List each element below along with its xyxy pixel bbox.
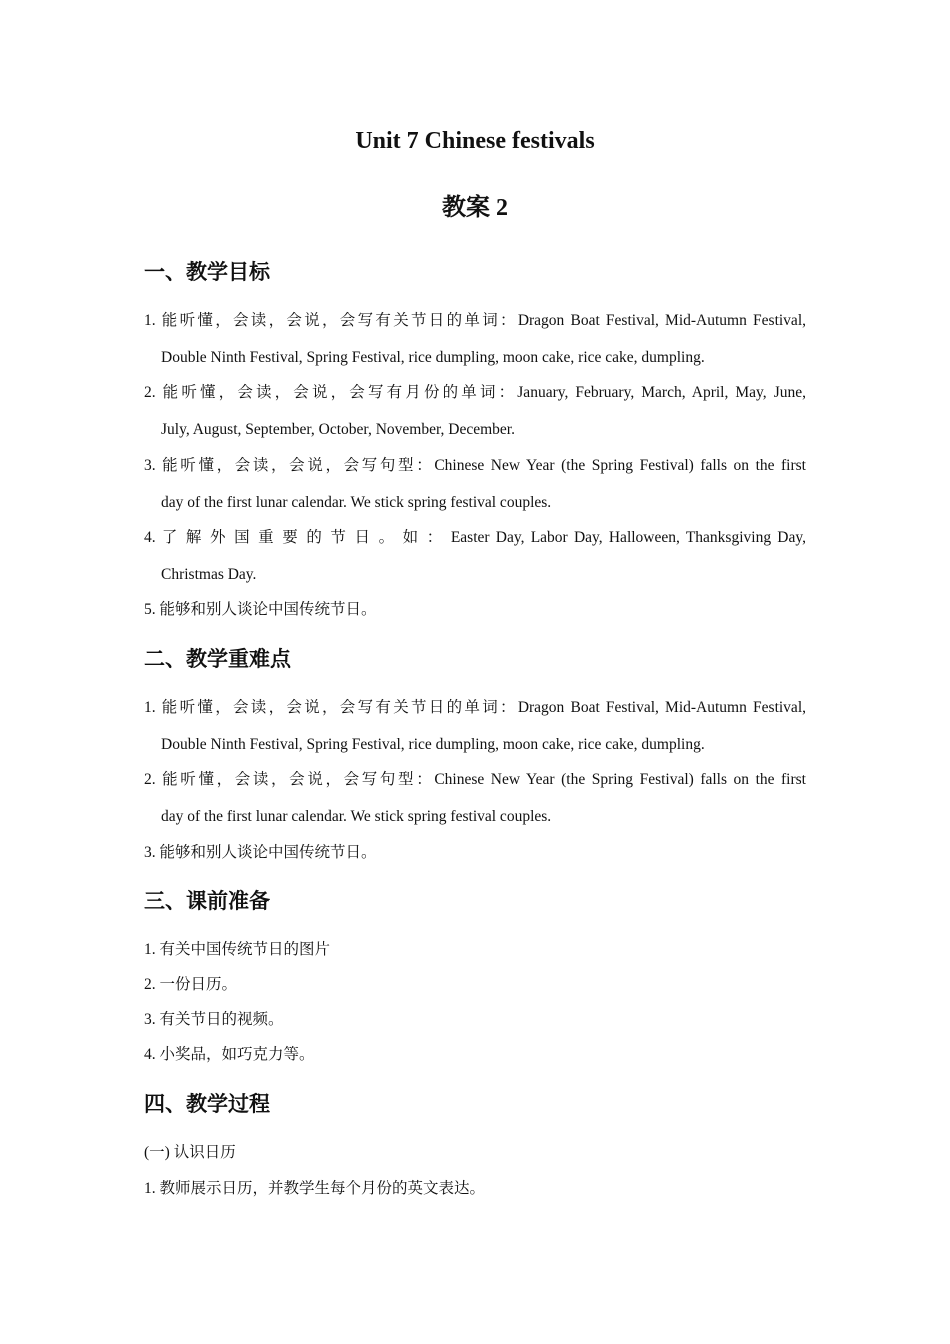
section-heading-process: 四、教学过程 xyxy=(144,1092,270,1116)
list-item-continuation: Double Ninth Festival, Spring Festival, rice dumpling, moon cake, rice cake, dumpling. xyxy=(161,349,705,366)
list-item-continuation: day of the first lunar calendar. We stick spring festival couples. xyxy=(161,494,552,511)
list-item: 3. 能够和别人谈论中国传统节日。 xyxy=(144,844,377,861)
list-item: 1. 教师展示日历，并教学生每个月份的英文表达。 xyxy=(144,1180,486,1197)
list-item: 4. 了 解 外 国 重 要 的 节 日 。 如 ： Easter Day, Labor Day, Halloween, Thanksgiving Day, xyxy=(144,529,806,546)
list-item-continuation: Double Ninth Festival, Spring Festival, rice dumpling, moon cake, rice cake, dumpling. xyxy=(161,736,705,753)
section-heading-key-points: 二、教学重难点 xyxy=(144,647,291,671)
list-item: 3. 能听懂，会读，会说，会写句型：Chinese New Year (the Spring Festival) falls on the first xyxy=(144,457,806,474)
section-heading-objectives: 一、教学目标 xyxy=(144,260,270,284)
list-item-continuation: Christmas Day. xyxy=(161,566,257,583)
subsection-label: (一) 认识日历 xyxy=(144,1144,236,1161)
list-item: 1. 能听懂，会读，会说，会写有关节日的单词：Dragon Boat Festival, Mid-Autumn Festival, xyxy=(144,312,806,329)
document-subtitle: 教案 2 xyxy=(442,195,508,221)
list-item-continuation: July, August, September, October, November, December. xyxy=(161,421,515,438)
list-item: 2. 能听懂，会读，会说，会写句型：Chinese New Year (the Spring Festival) falls on the first xyxy=(144,771,806,788)
list-item: 2. 一份日历。 xyxy=(144,976,238,993)
list-item-continuation: day of the first lunar calendar. We stick spring festival couples. xyxy=(161,808,552,825)
section-heading-preparation: 三、课前准备 xyxy=(144,889,270,913)
list-item: 4. 小奖品，如巧克力等。 xyxy=(144,1046,315,1063)
list-item: 5. 能够和别人谈论中国传统节日。 xyxy=(144,601,377,618)
list-item: 3. 有关节日的视频。 xyxy=(144,1011,284,1028)
list-item: 2. 能听懂，会读，会说，会写有月份的单词：January, February, March, April, May, June, xyxy=(144,384,806,401)
list-item: 1. 有关中国传统节日的图片 xyxy=(144,941,331,958)
document-title: Unit 7 Chinese festivals xyxy=(355,128,595,154)
list-item: 1. 能听懂，会读，会说，会写有关节日的单词：Dragon Boat Festival, Mid-Autumn Festival, xyxy=(144,699,806,716)
